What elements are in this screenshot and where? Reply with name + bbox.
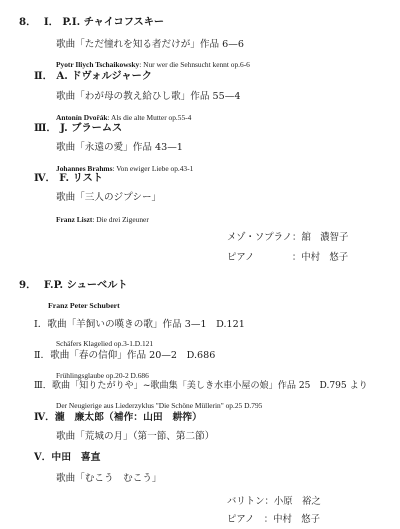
section9-composer-en: Franz Peter Schubert bbox=[48, 301, 120, 310]
section9-performer1 bbox=[227, 497, 321, 506]
section8-item4-composer-jp: F. リスト bbox=[59, 172, 103, 184]
section8-item1-work-en: : Nur wer die Sehnsucht kennt op.6-6 bbox=[139, 60, 250, 69]
section8-item4-work-jp: 歌曲「三人のジプシー」 bbox=[56, 192, 162, 203]
section8-item3-composer-en: Johannes Brahms bbox=[56, 164, 113, 173]
performer-name: 中村 悠子 bbox=[273, 514, 321, 525]
section9-item3-work-jp: 歌曲「知りたがりや」~歌曲集「美しき水車小屋の娘」作品 25 D.795 より bbox=[51, 381, 368, 391]
section9-item3-work-jp-line bbox=[34, 382, 368, 391]
section9-header bbox=[19, 280, 128, 290]
section9-item4-composer-jp: 瀧 廉太郎（補作：山田 耕筰） bbox=[54, 412, 202, 423]
section9-item2-numeral: Ⅱ． bbox=[34, 350, 51, 361]
section8-item2-composer-en: Antonín Dvořák bbox=[56, 113, 108, 122]
section8-performer1 bbox=[227, 233, 348, 242]
section8-item2-header bbox=[34, 71, 152, 81]
section8-number: 8． bbox=[19, 16, 37, 28]
section9-performer2 bbox=[227, 515, 320, 524]
section9-item4-header bbox=[34, 413, 202, 423]
section9-item2-work-en: Frühlingsglaube op.20-2 D.686 bbox=[56, 371, 149, 380]
section8-item2-composer-jp: A. ドヴォルジャーク bbox=[56, 70, 152, 82]
section9-item5-numeral: Ⅴ． bbox=[34, 452, 52, 463]
section8-item2-numeral: Ⅱ． bbox=[34, 70, 53, 82]
section9-composer-jp: F.P. シューベルト bbox=[43, 279, 128, 291]
section9-item5-header bbox=[34, 453, 100, 463]
performer-role: ピアノ ： bbox=[227, 514, 274, 525]
performer-name: 中村 悠子 bbox=[301, 252, 349, 263]
section8-item4-work-en: : Die drei Zigeuner bbox=[92, 215, 149, 224]
section8-item1-numeral: Ⅰ． bbox=[43, 16, 59, 28]
section9-item4-numeral: Ⅳ． bbox=[34, 412, 55, 423]
section9-item1-work-en: Schäfers Klagelied op.3-1.D.121 bbox=[56, 339, 154, 348]
section9-item3-numeral: Ⅲ． bbox=[34, 381, 52, 391]
section8-item1-composer-en: Pyotr Iliych Tschaikowsky bbox=[56, 60, 140, 69]
performer-role: ピアノ ： bbox=[227, 252, 302, 263]
section8-item3-composer-jp: J. ブラームス bbox=[60, 122, 123, 134]
section8-item1-en bbox=[56, 61, 250, 68]
section8-item4-composer-en: Franz Liszt bbox=[56, 215, 93, 224]
section9-item1-work-jp: 歌曲「羊飼いの嘆きの歌」作品 3—1 D.121 bbox=[47, 319, 245, 330]
section9-item1-work-jp-line bbox=[34, 320, 245, 330]
performer-name: 舘 濃智子 bbox=[301, 232, 349, 243]
performer-role: バリトン： bbox=[227, 496, 274, 507]
performer-role: メゾ・ソプラノ： bbox=[227, 232, 302, 243]
section9-item4-work-jp: 歌曲「荒城の月」（第一節、第二節） bbox=[56, 431, 215, 442]
section9-item3-work-en: Der Neugierige aus Liederzyklus "Die Schöne Müllerin" op.25 D.795 bbox=[56, 401, 263, 410]
section8-item3-numeral: Ⅲ． bbox=[34, 122, 57, 134]
section9-item5-work-jp: 歌曲「むこう むこう」 bbox=[56, 473, 162, 484]
section8-item4-header bbox=[34, 173, 103, 183]
section8-header bbox=[19, 17, 164, 27]
section8-item4-numeral: Ⅳ． bbox=[34, 172, 56, 184]
section9-item5-composer-jp: 中田 喜直 bbox=[51, 452, 101, 463]
section8-item2-work-en: : Als die alte Mutter op.55-4 bbox=[107, 113, 192, 122]
section8-item2-work-jp: 歌曲「わが母の教え給ひし歌」作品 55—4 bbox=[56, 91, 241, 102]
section8-item3-header bbox=[34, 123, 122, 133]
section8-item2-en bbox=[56, 114, 191, 121]
section8-item4-en bbox=[56, 216, 149, 223]
section8-item1-work-jp: 歌曲「ただ憧れを知る者だけが」作品 6—6 bbox=[56, 39, 244, 50]
section8-item1-composer-jp: P.I. チャイコフスキー bbox=[62, 16, 165, 28]
section9-item2-work-jp: 歌曲「春の信仰」作品 20—2 D.686 bbox=[50, 350, 216, 361]
performer-name: 小原 裕之 bbox=[273, 496, 321, 507]
section9-item1-numeral: Ⅰ． bbox=[34, 319, 48, 330]
section8-item3-work-en: : Von ewiger Liebe op.43-1 bbox=[112, 164, 194, 173]
section8-performer2 bbox=[227, 253, 348, 262]
section9-item2-work-jp-line bbox=[34, 351, 215, 361]
section9-number: 9． bbox=[19, 279, 37, 291]
section8-item3-work-jp: 歌曲「永遠の愛」作品 43—1 bbox=[56, 142, 183, 153]
